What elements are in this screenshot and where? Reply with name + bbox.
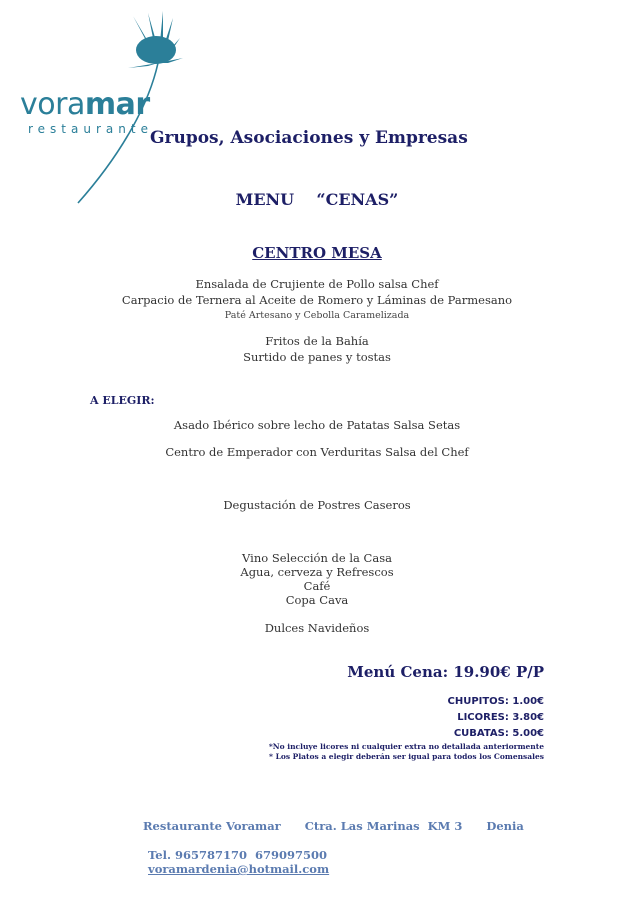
- menu-title: MENU “CENAS”: [235, 190, 399, 209]
- sweets-item: Dulces Navideños: [264, 621, 370, 635]
- drink-item: Vino Selección de la Casa: [242, 551, 392, 565]
- menu-item: Surtido de panes y tostas: [243, 350, 391, 364]
- a-elegir-label: A ELEGIR:: [90, 394, 155, 407]
- menu-price: Menú Cena: 19.90€ P/P: [347, 663, 544, 681]
- menu-item: Carpacio de Ternera al Aceite de Romero y Láminas de Parmesano: [121, 293, 513, 307]
- menu-item: Fritos de la Bahía: [265, 334, 369, 348]
- logo-subtitle: restaurante: [28, 122, 153, 136]
- drink-item: Agua, cerveza y Refrescos: [240, 565, 394, 579]
- extra-price: CUBATAS: 5.00€: [453, 728, 544, 739]
- extra-price: CHUPITOS: 1.00€: [447, 696, 544, 707]
- email-link[interactable]: voramardenia@hotmail.com: [148, 862, 330, 876]
- restaurant-logo: [8, 8, 208, 208]
- menu-item: Paté Artesano y Cebolla Caramelizada: [224, 310, 410, 321]
- centro-mesa-heading: CENTRO MESA: [252, 244, 382, 262]
- menu-item: Asado Ibérico sobre lecho de Patatas Salsa Setas: [173, 418, 461, 432]
- footer-phones: Tel. 965787170 679097500: [148, 848, 327, 862]
- footer-address: Restaurante Voramar Ctra. Las Marinas KM 3 Denia: [143, 819, 524, 833]
- menu-item: Ensalada de Crujiente de Pollo salsa Chef: [195, 277, 439, 291]
- note: *No incluye licores ni cualquier extra no detallada anteriormente: [268, 742, 544, 751]
- dessert-item: Degustación de Postres Caseros: [223, 498, 411, 512]
- footer-contact: [140, 834, 339, 876]
- logo-wordmark: voramar: [20, 87, 150, 122]
- extra-price: LICORES: 3.80€: [457, 712, 544, 723]
- drink-item: Café: [303, 579, 331, 593]
- page-title: Grupos, Asociaciones y Empresas: [150, 128, 468, 148]
- drink-item: Copa Cava: [285, 593, 349, 607]
- note: * Los Platos a elegir deberán ser igual para todos los Comensales: [269, 752, 544, 761]
- menu-item: Centro de Emperador con Verduritas Salsa del Chef: [165, 445, 469, 459]
